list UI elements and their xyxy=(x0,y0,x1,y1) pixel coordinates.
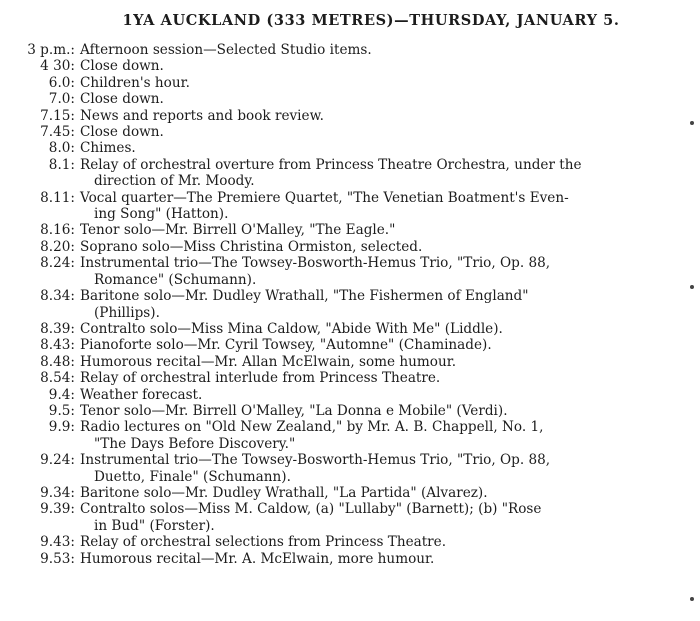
programme-entry xyxy=(12,108,692,124)
entry-line: Soprano solo—Miss Christina Ormiston, selected. xyxy=(80,238,423,255)
entry-description xyxy=(75,222,692,238)
programme-entry xyxy=(12,354,692,370)
programme-entry xyxy=(12,255,692,288)
entry-time: 4 30: xyxy=(40,58,75,75)
entry-description xyxy=(75,190,692,223)
entry-description xyxy=(75,403,692,419)
entry-line: Radio lectures on "Old New Zealand," by Mr. A. B. Chappell, No. 1, xyxy=(80,419,544,436)
entry-description xyxy=(75,108,692,124)
programme-entry xyxy=(12,485,692,501)
entry-time: 9.34: xyxy=(40,484,75,501)
entry-description xyxy=(75,354,692,370)
entry-description xyxy=(75,91,692,107)
entry-description xyxy=(75,140,692,156)
entry-description xyxy=(75,337,692,353)
entry-description xyxy=(75,534,692,550)
programme-entry xyxy=(12,288,692,321)
entry-time: 8.24: xyxy=(40,255,75,272)
entry-description xyxy=(75,452,692,485)
entry-time: 7.15: xyxy=(40,107,75,124)
entry-line: Vocal quarter—The Premiere Quartet, "The Venetian Boatment's Even- xyxy=(80,189,569,206)
programme-entry xyxy=(12,337,692,353)
entry-description xyxy=(75,387,692,403)
entry-line: Relay of orchestral selections from Princess Theatre. xyxy=(80,534,447,551)
programme-entry xyxy=(12,239,692,255)
entry-line: Relay of orchestral interlude from Princess Theatre. xyxy=(80,370,441,387)
entry-description xyxy=(75,321,692,337)
entry-time: 8.54: xyxy=(40,370,75,387)
entry-line: Humorous recital—Mr. A. McElwain, more humour. xyxy=(80,550,435,567)
entry-time: 9.24: xyxy=(40,452,75,469)
print-speck xyxy=(690,285,694,289)
entry-line: Close down. xyxy=(80,58,164,75)
entry-description xyxy=(75,485,692,501)
programme-entry xyxy=(12,58,692,74)
entry-time: 8.20: xyxy=(40,238,75,255)
entry-continuation-line: "The Days Before Discovery." xyxy=(94,435,296,452)
entry-time: 8.1: xyxy=(48,156,75,173)
entry-description xyxy=(75,157,692,190)
entry-continuation-line: (Phillips). xyxy=(94,304,160,321)
entry-line: Weather forecast. xyxy=(80,386,203,403)
entry-description xyxy=(75,551,692,567)
entry-line: Tenor solo—Mr. Birrell O'Malley, "The Eagle." xyxy=(80,222,396,239)
programme-entry xyxy=(12,190,692,223)
entry-description xyxy=(75,42,692,58)
entry-time: 8.43: xyxy=(40,337,75,354)
entry-description xyxy=(75,419,692,452)
programme-entry xyxy=(12,419,692,452)
entry-continuation-line: Duetto, Finale" (Schumann). xyxy=(94,468,291,485)
entry-line: Chimes. xyxy=(80,140,136,157)
entry-line: Pianoforte solo—Mr. Cyril Towsey, "Automne" (Chaminade). xyxy=(80,337,492,354)
programme-entry xyxy=(12,222,692,238)
entry-line: Close down. xyxy=(80,124,164,141)
entry-time: 3 p.m.: xyxy=(27,42,75,58)
entry-line: Contralto solos—Miss M. Caldow, (a) "Lullaby" (Barnett); (b) "Rose xyxy=(80,501,542,518)
programme-entry xyxy=(12,551,692,567)
programme-entry xyxy=(12,321,692,337)
entry-line: Instrumental trio—The Towsey-Bosworth-Hemus Trio, "Trio, Op. 88, xyxy=(80,452,551,469)
entry-description xyxy=(75,58,692,74)
programme-entry xyxy=(12,42,692,58)
entry-description xyxy=(75,124,692,140)
entry-line: Contralto solo—Miss Mina Caldow, "Abide With Me" (Liddle). xyxy=(80,320,503,337)
entry-continuation-line: ing Song" (Hatton). xyxy=(94,206,229,223)
programme-entry xyxy=(12,403,692,419)
entry-line: Humorous recital—Mr. Allan McElwain, some humour. xyxy=(80,353,457,370)
entry-time: 9.53: xyxy=(40,550,75,567)
programme-entry xyxy=(12,501,692,534)
entry-line: Tenor solo—Mr. Birrell O'Malley, "La Donna e Mobile" (Verdi). xyxy=(80,402,508,419)
entry-line: Baritone solo—Mr. Dudley Wrathall, "La Partida" (Alvarez). xyxy=(80,484,488,501)
print-speck xyxy=(690,597,694,601)
entry-time: 9.39: xyxy=(40,501,75,518)
entry-continuation-line: in Bud" (Forster). xyxy=(94,517,215,534)
entry-time: 8.39: xyxy=(40,320,75,337)
entry-time: 8.16: xyxy=(40,222,75,239)
entry-time: 9.4: xyxy=(48,386,75,403)
entry-line: Relay of orchestral overture from Princess Theatre Orchestra, under the xyxy=(80,156,582,173)
entry-time: 8.11: xyxy=(40,189,75,206)
entry-time: 8.34: xyxy=(40,288,75,305)
entry-continuation-line: Romance" (Schumann). xyxy=(94,271,257,288)
entry-time: 8.48: xyxy=(40,353,75,370)
programme-entry xyxy=(12,91,692,107)
entry-time: 9.43: xyxy=(40,534,75,551)
entry-time: 9.5: xyxy=(48,402,75,419)
programme-entry xyxy=(12,157,692,190)
entry-line: Afternoon session—Selected Studio items. xyxy=(80,42,372,58)
entry-time: 7.0: xyxy=(48,91,75,108)
entry-description xyxy=(75,370,692,386)
programme-heading: 1YA AUCKLAND (333 METRES)—THURSDAY, JANUARY 5. xyxy=(122,12,620,29)
entry-line: Close down. xyxy=(80,91,164,108)
entry-description xyxy=(75,75,692,91)
programme-entry xyxy=(12,75,692,91)
entry-description xyxy=(75,288,692,321)
print-speck xyxy=(690,121,694,125)
entry-line: Baritone solo—Mr. Dudley Wrathall, "The Fishermen of England" xyxy=(80,288,529,305)
entry-time: 9.9: xyxy=(48,419,75,436)
entry-time: 7.45: xyxy=(40,124,75,141)
programme-entry xyxy=(12,140,692,156)
programme-entry xyxy=(12,387,692,403)
entry-time: 6.0: xyxy=(48,74,75,91)
entry-description xyxy=(75,255,692,288)
programme-entry xyxy=(12,452,692,485)
programme-entry xyxy=(12,370,692,386)
entry-continuation-line: direction of Mr. Moody. xyxy=(94,173,255,190)
programme-entry xyxy=(12,534,692,550)
entry-line: Instrumental trio—The Towsey-Bosworth-Hemus Trio, "Trio, Op. 88, xyxy=(80,255,551,272)
entry-line: News and reports and book review. xyxy=(80,107,324,124)
entry-time: 8.0: xyxy=(48,140,75,157)
entry-description xyxy=(75,239,692,255)
entry-line: Children's hour. xyxy=(80,74,190,91)
programme-list xyxy=(12,42,692,567)
entry-description xyxy=(75,501,692,534)
programme-entry xyxy=(12,124,692,140)
